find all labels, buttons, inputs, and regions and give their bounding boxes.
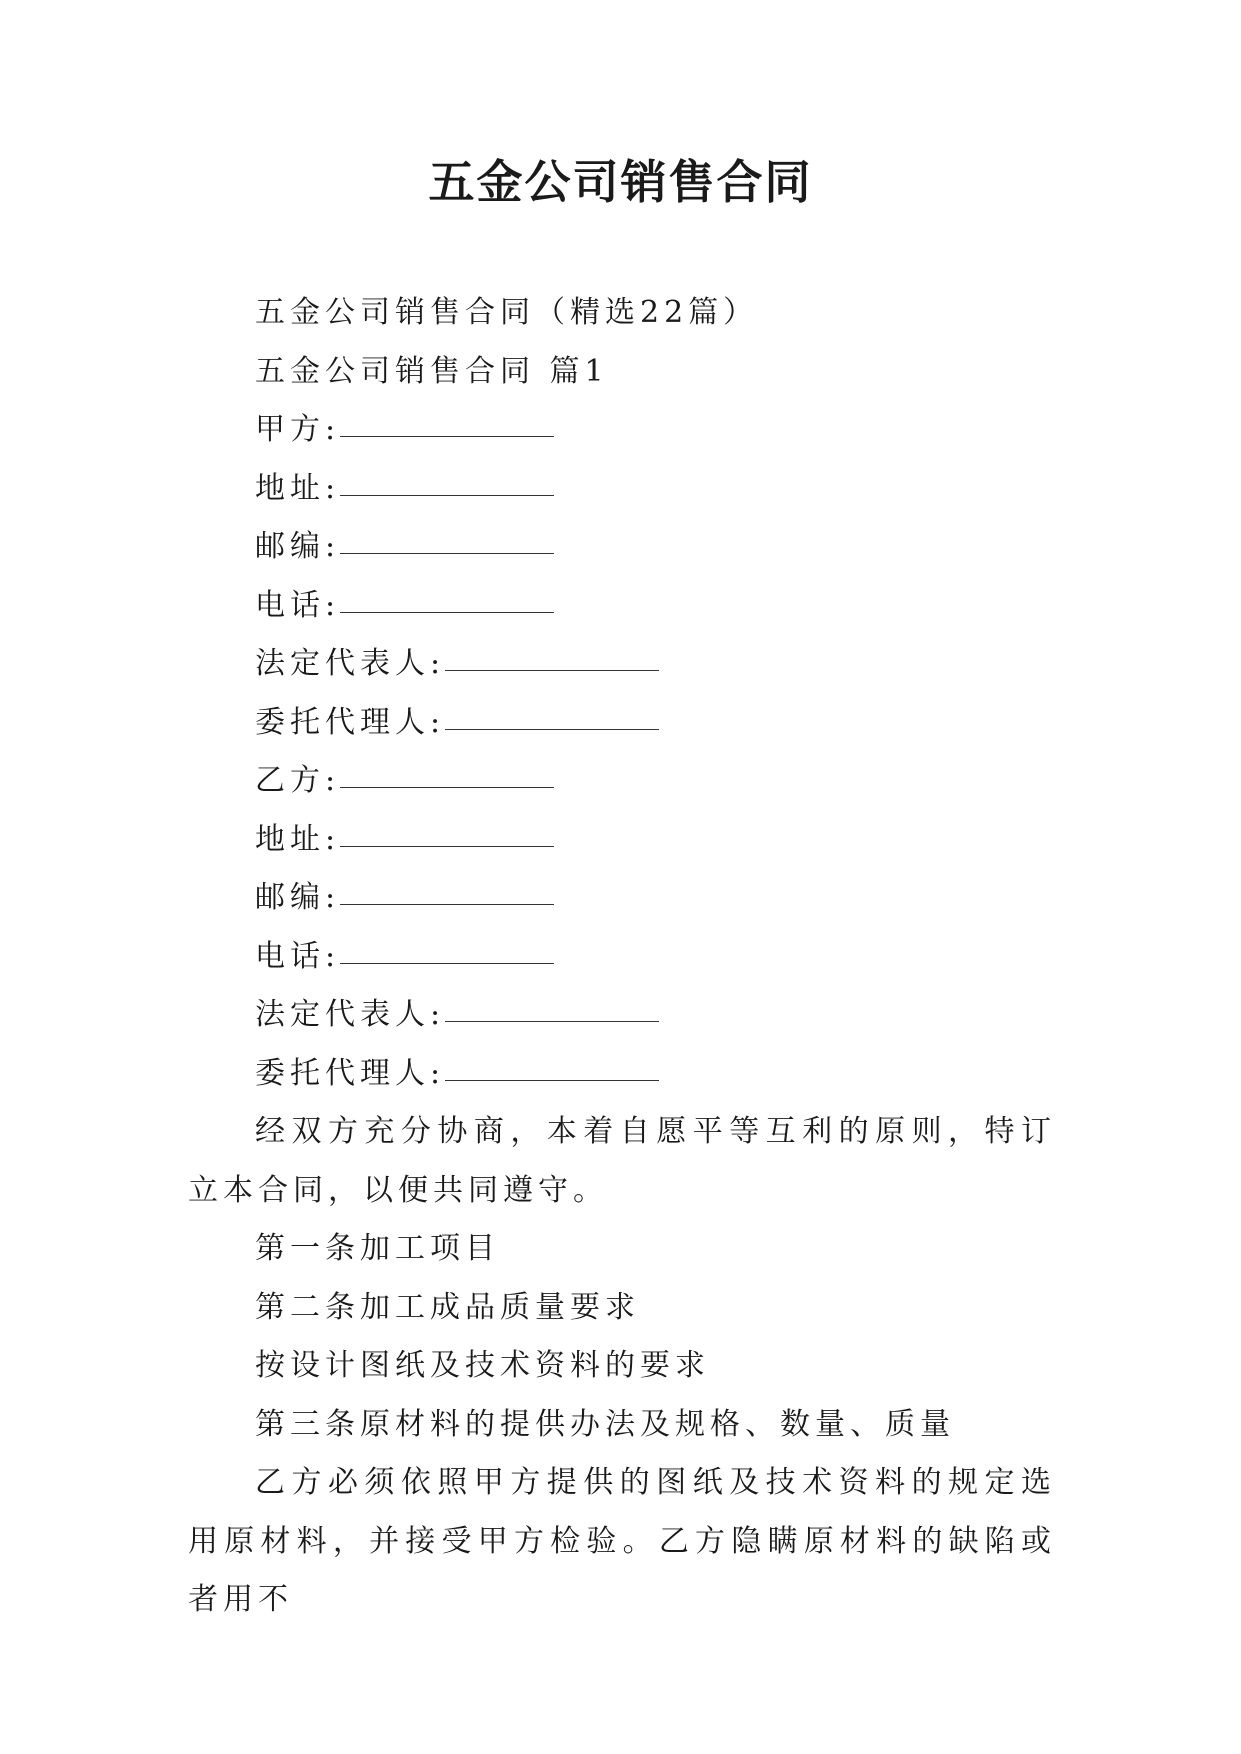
party-b-phone-blank [340, 962, 554, 964]
party-b-postcode-line [188, 869, 1056, 928]
preamble-paragraph: 经双方充分协商，本着自愿平等互利的原则，特订立本合同，以便共同遵守。 [188, 1114, 1056, 1208]
party-a-legal-rep-line [188, 635, 1056, 694]
party-a-legal-rep-blank [445, 669, 659, 671]
party-a-label: 甲方: [255, 412, 341, 447]
document-body [188, 284, 1056, 1630]
party-b-address-blank [340, 845, 554, 847]
party-a-postcode-line [188, 518, 1056, 577]
party-a-agent-blank [445, 728, 659, 730]
party-b-phone-label: 电话: [255, 938, 341, 974]
party-b-legal-rep-blank [445, 1020, 659, 1022]
party-b-postcode-blank [340, 903, 554, 905]
party-a-address-label: 地址: [255, 470, 341, 506]
party-b-line [188, 752, 1056, 811]
party-b-blank [340, 786, 554, 788]
article-3-body: 乙方必须依照甲方提供的图纸及技术资料的规定选用原材料，并接受甲方检验。乙方隐瞒原材料的缺陷或者用不 [188, 1465, 1056, 1617]
party-a-postcode-blank [340, 552, 554, 554]
party-b-agent-label: 委托代理人: [255, 1055, 446, 1091]
party-a-line [188, 401, 1056, 460]
article-2-body: 按设计图纸及技术资料的要求 [255, 1348, 710, 1383]
party-b-phone-line [188, 928, 1056, 987]
article-2-heading: 第二条加工成品质量要求 [255, 1289, 640, 1325]
party-b-address-label: 地址: [255, 821, 341, 857]
party-a-phone-blank [340, 611, 554, 613]
party-a-legal-rep-label: 法定代表人: [255, 646, 446, 681]
party-a-address-blank [340, 494, 554, 496]
section-heading: 五金公司销售合同 篇1 [255, 353, 609, 389]
party-b-legal-rep-label: 法定代表人: [255, 997, 446, 1032]
party-a-blank [340, 435, 554, 437]
party-a-phone-label: 电话: [255, 587, 341, 623]
party-b-postcode-label: 邮编: [255, 880, 341, 915]
party-b-address-line [188, 811, 1056, 870]
party-b-agent-line [188, 1045, 1056, 1104]
party-a-postcode-label: 邮编: [255, 529, 341, 564]
article-3-heading: 第三条原材料的提供办法及规格、数量、质量 [255, 1406, 955, 1442]
document-title: 五金公司销售合同 [428, 155, 813, 209]
party-b-label: 乙方: [255, 763, 341, 798]
document-subtitle: 五金公司销售合同（精选22篇） [255, 295, 759, 330]
party-b-agent-blank [445, 1079, 659, 1081]
party-a-address-line [188, 460, 1056, 519]
party-b-legal-rep-line [188, 986, 1056, 1045]
article-1-heading: 第一条加工项目 [255, 1231, 500, 1266]
party-a-agent-label: 委托代理人: [255, 704, 446, 740]
party-a-phone-line [188, 577, 1056, 636]
party-a-agent-line [188, 694, 1056, 753]
